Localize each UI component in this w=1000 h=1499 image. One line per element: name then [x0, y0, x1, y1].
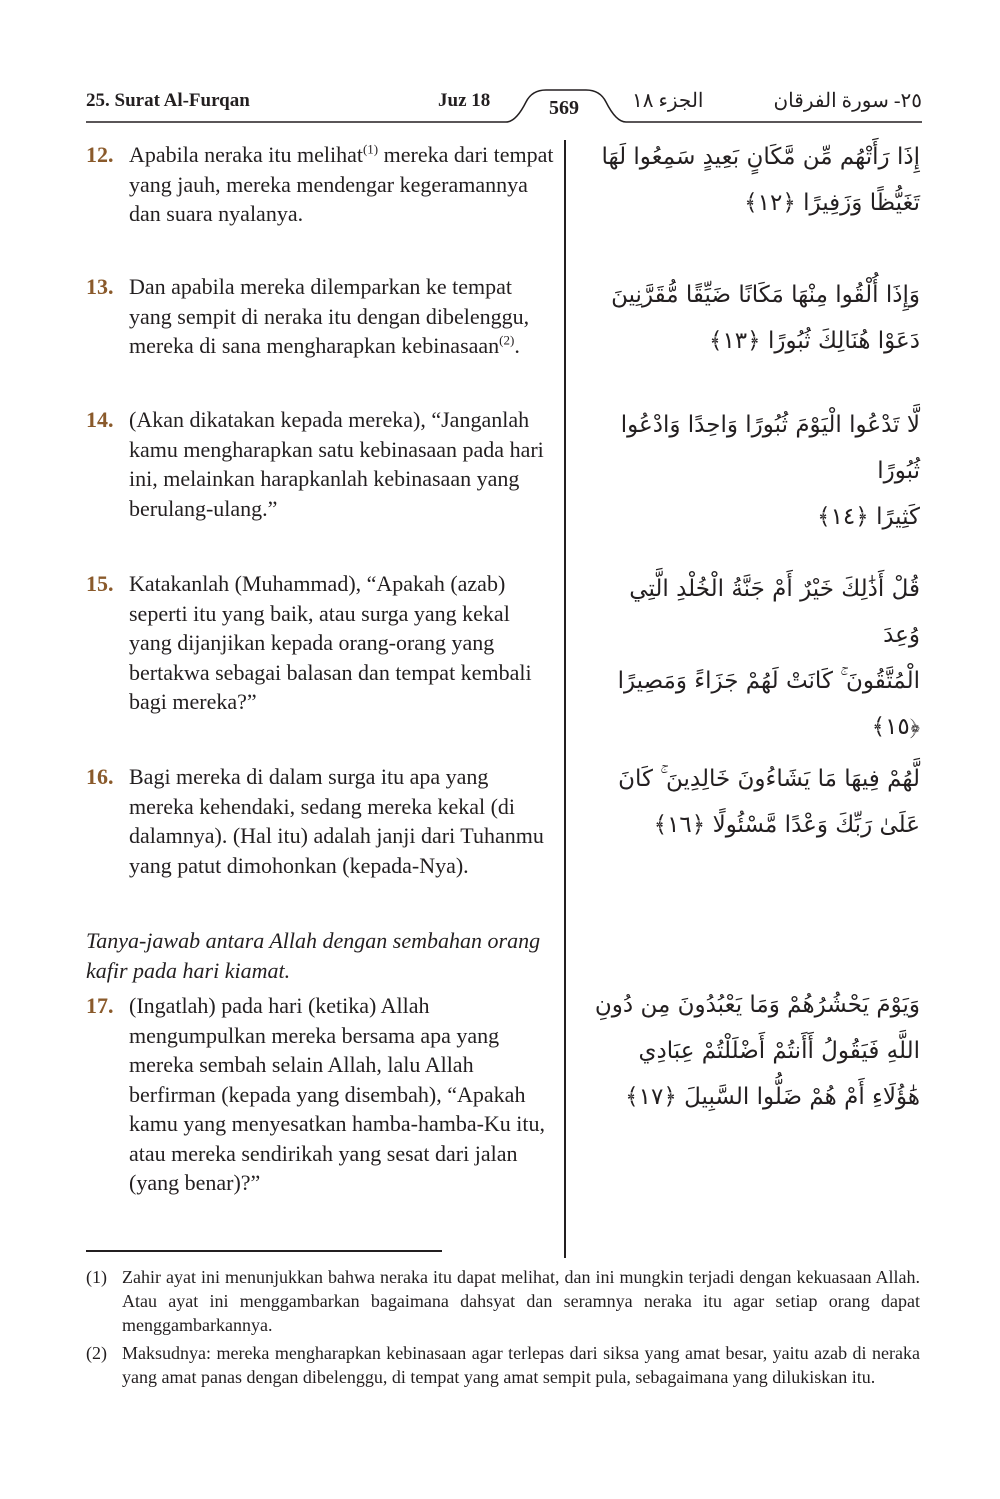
verse-number: 15. — [86, 571, 114, 596]
column-divider — [564, 140, 566, 1258]
verse-number: 12. — [86, 142, 114, 167]
arabic-juz-label: الجزء ١٨ — [632, 90, 704, 112]
surah-label: 25. Surat Al-Furqan — [86, 90, 250, 111]
verse-text: Katakanlah (Muhammad), “Apakah (azab) seperti itu yang baik, atau surga yang kekal yang dijanjikan kepada orang-orang yang bertakwa sebagai balasan dan tempat kembali bagi mereka?” — [129, 571, 532, 714]
footnote-ref: (1) — [362, 141, 379, 157]
verse-16-translation — [86, 762, 554, 880]
verse-12-arabic: إِذَا رَأَتْهُم مِّن مَّكَانٍ بَعِيدٍ سَمِعُوا لَهَا تَغَيُّظًا وَزَفِيرًا ﴿١٢﴾ — [601, 144, 920, 216]
verse-text: (Akan dikatakan kepada mereka), “Janganlah kamu mengharapkan satu kebinasaan pada hari ini, melainkan harapkanlah kebinasaan yang berulang-ulang.” — [129, 407, 544, 521]
verse-14-translation — [86, 405, 554, 523]
arabic-surah-label: ٢٥- سورة الفرقان — [773, 90, 922, 112]
page-header — [86, 88, 922, 124]
verse-13-arabic: وَإِذَا أُلْقُوا مِنْهَا مَكَانًا ضَيِّقًا مُّقَرَّنِينَ دَعَوْا هُنَالِكَ ثُبُورًا ﴿١٣﴾ — [611, 282, 920, 354]
verse-number: 16. — [86, 764, 114, 789]
section-heading: Tanya-jawab antara Allah dengan sembahan orang kafir pada hari kiamat. — [86, 928, 541, 983]
juz-label: Juz 18 — [438, 90, 491, 111]
footnote-1 — [86, 1265, 920, 1337]
verse-text: (Ingatlah) pada hari (ketika) Allah mengumpulkan mereka bersama apa yang mereka sembah selain Allah, lalu Allah berfirman (kepada yang disembah), “Apakah kamu yang menyesatkan hamba-hamba-Ku itu, atau mereka sendirikah yang sesat dari jalan (yang benar)?” — [129, 993, 546, 1195]
verse-text: Dan apabila mereka dilemparkan ke tempat yang sempit di neraka itu dengan dibelenggu, mereka di sana mengharapkan kebinasaan$^{(2)}$. — [129, 274, 530, 358]
verse-17-arabic: وَيَوْمَ يَحْشُرُهُمْ وَمَا يَعْبُدُونَ مِن دُونِ اللَّهِ فَيَقُولُ أَأَنتُمْ أَضْلَلْتُمْ عِبَادِي هَٰؤُلَاءِ أَمْ هُمْ ضَلُّوا السَّبِيلَ ﴿١٧﴾ — [594, 992, 920, 1110]
page-number: 569 — [549, 97, 579, 119]
verse-15-arabic: قُلْ أَذَٰلِكَ خَيْرٌ أَمْ جَنَّةُ الْخُلْدِ الَّتِي وُعِدَ الْمُتَّقُونَ ۚ كَانَتْ لَهُمْ جَزَاءً وَمَصِيرًا ﴿١٥﴾ — [617, 576, 920, 740]
footnote-text: Maksudnya: mereka mengharapkan kebinasaan agar terlepas dari siksa yang amat besar, yaitu azab di neraka yang amat panas dengan dibelenggu, di tempat yang amat sempit pula, sebagaimana yang dilukiskan itu. — [122, 1343, 920, 1387]
verse-text: Bagi mereka di dalam surga itu apa yang mereka kehendaki, sedang mereka kekal (di dalamnya). (Hal itu) adalah janji dari Tuhanmu yang patut dimohonkan (kepada-Nya). — [129, 764, 544, 878]
footnote-text: Zahir ayat ini menunjukkan bahwa neraka itu dapat melihat, dan ini mungkin terjadi dengan kekuasaan Allah. Atau ayat ini menggambarkan bagaimana dahsyat dan seramnya neraka itu agar setiap orang dapat menggambarkannya. — [122, 1267, 920, 1335]
verse-text: Apabila neraka itu melihat$^{(1)}$ mereka dari tempat yang jauh, mereka mendengar kegeramannya dan suara nyalanya. — [129, 141, 554, 226]
verse-16-arabic: لَّهُمْ فِيهَا مَا يَشَاءُونَ خَالِدِينَ ۚ كَانَ عَلَىٰ رَبِّكَ وَعْدًا مَّسْئُولًا ﴿١٦﴾ — [618, 766, 920, 838]
verse-17-translation — [86, 991, 554, 1198]
footnote-number: (1) — [86, 1267, 107, 1287]
verse-14-arabic: لَّا تَدْعُوا الْيَوْمَ ثُبُورًا وَاحِدًا وَادْعُوا ثُبُورًا كَثِيرًا ﴿١٤﴾ — [620, 412, 920, 530]
footnote-number: (2) — [86, 1343, 107, 1363]
verse-number: 14. — [86, 407, 114, 432]
verse-number: 17. — [86, 993, 114, 1018]
footnote-ref: (2) — [499, 332, 515, 348]
verse-15-translation — [86, 569, 554, 717]
verse-12-translation — [86, 140, 554, 229]
footnote-rule — [86, 1250, 442, 1252]
verse-13-translation — [86, 272, 554, 361]
footnote-2 — [86, 1341, 920, 1389]
verse-number: 13. — [86, 274, 114, 299]
